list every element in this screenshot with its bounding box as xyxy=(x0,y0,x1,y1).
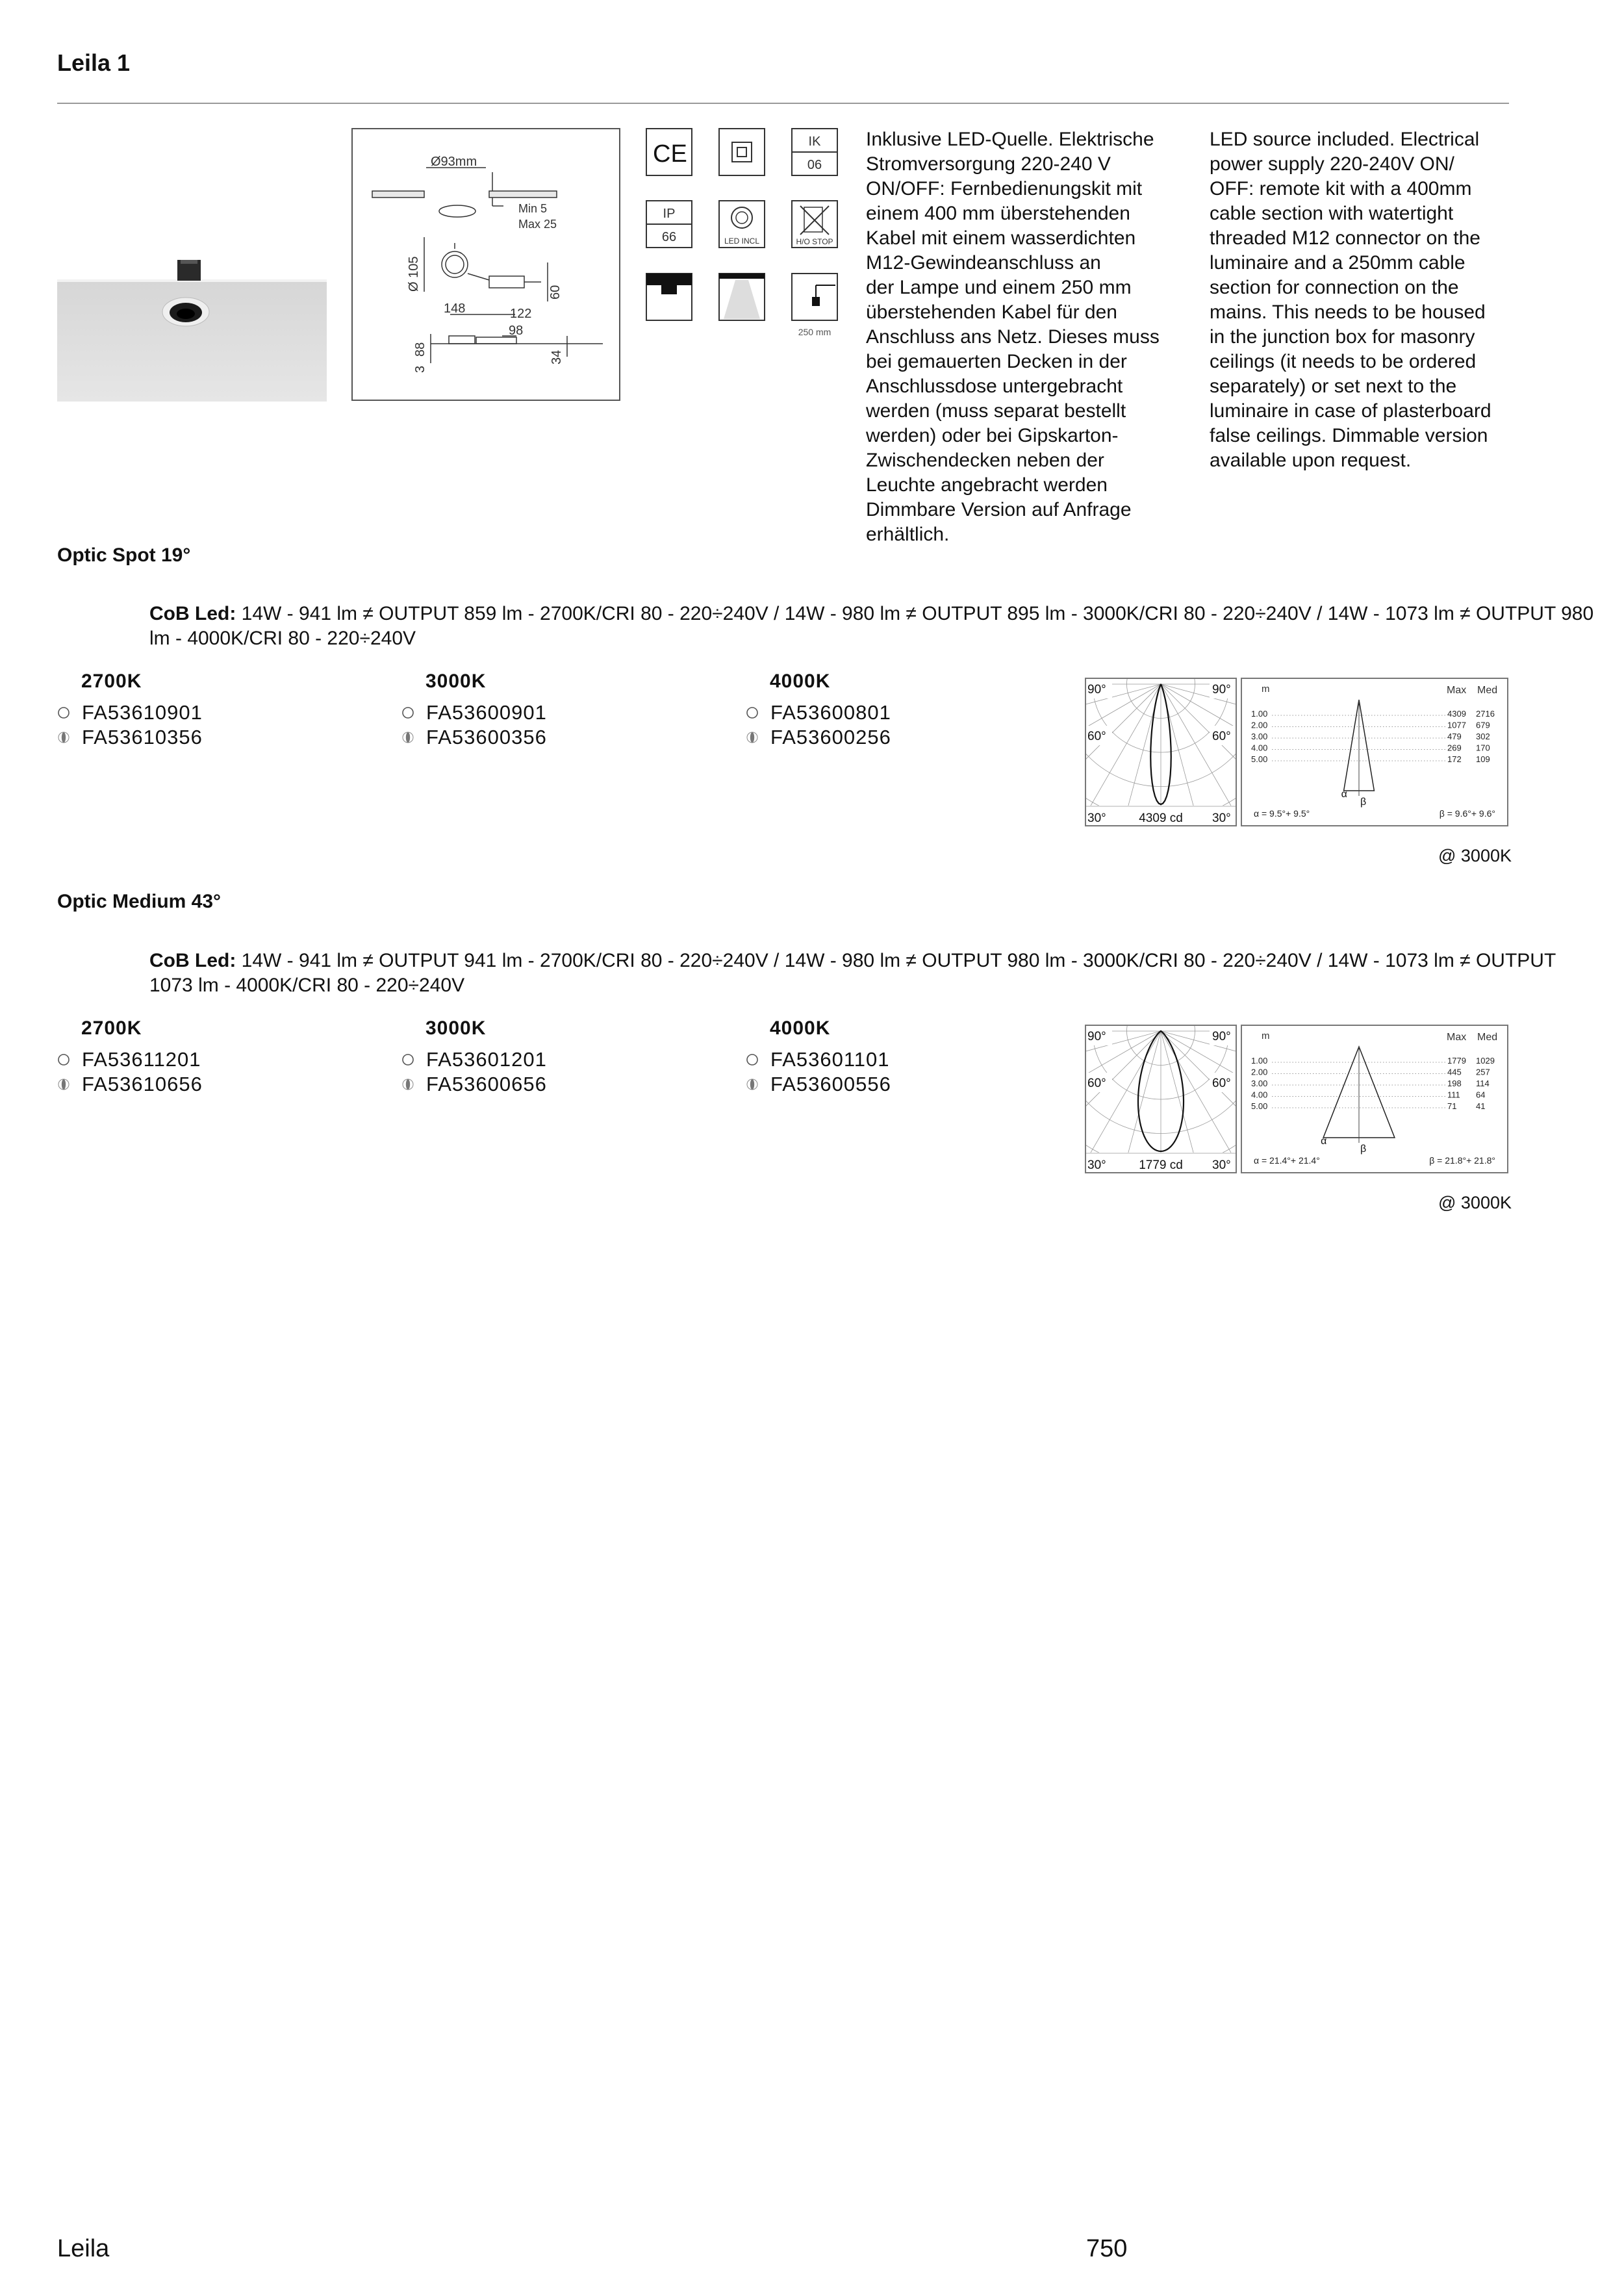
angle-label: 30° xyxy=(1212,811,1231,825)
white-finish-icon xyxy=(57,706,70,719)
optic-medium-title: Optic Medium 43° xyxy=(57,891,222,912)
temperature-label: 2700K xyxy=(81,671,142,692)
svg-text:H/O STOP: H/O STOP xyxy=(796,237,833,246)
white-finish-icon xyxy=(746,1053,759,1066)
white-finish-icon xyxy=(57,1053,70,1066)
product-code-row xyxy=(746,1048,1084,1071)
dim-98: 98 xyxy=(509,324,524,338)
svg-text:06: 06 xyxy=(807,158,822,172)
optic-medium-cob xyxy=(149,949,1598,998)
ho-stop-icon xyxy=(792,201,837,248)
medium-column-3000k xyxy=(401,1017,739,1093)
cone-med-value: 170 xyxy=(1476,743,1490,753)
polar-grid-spoke xyxy=(1086,1031,1161,1172)
dim-105: Ø 105 xyxy=(407,256,421,292)
cone-max-value: 4309 xyxy=(1447,709,1466,719)
max-intensity-label: 1779 cd xyxy=(1139,1158,1183,1172)
svg-text:66: 66 xyxy=(661,230,677,244)
illuminance-cone-chart xyxy=(1242,679,1507,825)
svg-text:LED INCL: LED INCL xyxy=(724,236,760,246)
cone-med-value: 679 xyxy=(1476,720,1490,730)
white-finish-icon xyxy=(401,706,414,719)
dim-122: 122 xyxy=(510,307,532,321)
measurement-note: @ 3000K xyxy=(1438,1193,1512,1212)
max-header: Max xyxy=(1447,1032,1467,1043)
cone-max-value: 1779 xyxy=(1447,1056,1466,1066)
product-code: FA53601201 xyxy=(426,1048,547,1071)
angle-label: 90° xyxy=(1212,1030,1231,1043)
bicolor-finish-icon xyxy=(57,1078,70,1091)
cone-distance: 5.00 xyxy=(1251,1101,1268,1111)
cone-med-value: 109 xyxy=(1476,754,1490,764)
alpha-angle-text: α = 9.5°+ 9.5° xyxy=(1254,808,1310,819)
header-divider xyxy=(57,103,1509,104)
cone-med-value: 41 xyxy=(1476,1101,1486,1111)
cone-med-value: 257 xyxy=(1476,1067,1490,1077)
product-code-row xyxy=(401,1073,739,1095)
max-header: Max xyxy=(1447,685,1467,696)
polar-grid-spoke xyxy=(1161,684,1236,810)
product-code: FA53600556 xyxy=(770,1073,891,1095)
recessed-icon xyxy=(646,274,692,320)
class-ii-icon xyxy=(719,129,765,175)
product-code: FA53610901 xyxy=(82,701,203,724)
cone-distance: 3.00 xyxy=(1251,732,1268,741)
cone-distance: 4.00 xyxy=(1251,1090,1268,1100)
angle-label: 60° xyxy=(1212,730,1231,743)
cone-distance: 4.00 xyxy=(1251,743,1268,753)
polar-curve-chart xyxy=(1086,1026,1236,1172)
bicolor-finish-icon xyxy=(746,731,759,744)
cone-data-row xyxy=(1251,1079,1490,1088)
light-beam-icon xyxy=(719,274,765,320)
measurement-note: @ 3000K xyxy=(1438,846,1512,865)
bicolor-finish-icon xyxy=(57,731,70,744)
product-code-row xyxy=(401,1048,739,1071)
max-intensity-label: 4309 cd xyxy=(1139,811,1183,825)
dim-min: Min 5 xyxy=(518,202,548,215)
angle-label: 90° xyxy=(1212,683,1231,696)
cone-max-value: 71 xyxy=(1447,1101,1457,1111)
angle-label: 60° xyxy=(1212,1077,1231,1090)
product-code-row xyxy=(57,1073,395,1095)
svg-text:CE: CE xyxy=(653,140,687,168)
cone-max-value: 111 xyxy=(1447,1090,1460,1100)
cone-distance: 3.00 xyxy=(1251,1079,1268,1088)
cone-med-value: 64 xyxy=(1476,1090,1486,1100)
angle-label: 90° xyxy=(1087,683,1106,696)
product-code: FA53600256 xyxy=(770,726,891,748)
cone-data-row xyxy=(1251,721,1490,730)
medium-column-2700k xyxy=(57,1017,395,1093)
polar-grid-spoke xyxy=(1161,1031,1236,1172)
distance-unit: m xyxy=(1262,1030,1270,1041)
beta-symbol: β xyxy=(1360,797,1367,808)
polar-curve-chart xyxy=(1086,679,1236,825)
spot-column-4000k xyxy=(746,671,1084,746)
spot-column-3000k xyxy=(401,671,739,746)
white-finish-icon xyxy=(401,1053,414,1066)
cone-data-row xyxy=(1251,732,1490,741)
footer-product-name: Leila xyxy=(57,2235,110,2262)
angle-label: 90° xyxy=(1087,1030,1106,1043)
cone-max-value: 172 xyxy=(1447,754,1462,764)
polar-diagram-medium xyxy=(1085,1025,1237,1173)
white-finish-icon xyxy=(746,706,759,719)
cone-med-value: 2716 xyxy=(1476,709,1495,719)
cone-data-row xyxy=(1251,1101,1485,1111)
product-code: FA53601101 xyxy=(770,1048,890,1071)
spot-column-2700k xyxy=(57,671,395,746)
angle-label: 60° xyxy=(1087,1077,1106,1090)
cone-med-value: 1029 xyxy=(1476,1056,1495,1066)
polar-grid-spoke xyxy=(1161,684,1207,825)
cone-diagram-spot xyxy=(1241,678,1508,826)
temperature-label: 4000K xyxy=(770,1017,831,1039)
cob-text: 14W - 941 lm ≠ OUTPUT 859 lm - 2700K/CRI 80 - 220÷240V / 14W - 980 lm ≠ OUTPUT 895 lm - 3000K/CRI 80 - 220÷240V / 14W - 1073 lm ≠ OUTPUT 980 lm - 4000K/CRI 80 - 220÷240V xyxy=(149,603,1594,649)
temperature-label: 3000K xyxy=(425,671,487,692)
beta-angle-text: β = 9.6°+ 9.6° xyxy=(1439,808,1495,819)
ik-rating-icon xyxy=(792,129,837,175)
polar-grid-spoke xyxy=(1086,1031,1161,1156)
cone-distance: 2.00 xyxy=(1251,1067,1268,1077)
product-code-row xyxy=(746,726,1084,748)
product-code-row xyxy=(401,726,739,748)
dim-88: 88 xyxy=(413,342,427,357)
cone-med-value: 302 xyxy=(1476,732,1490,741)
product-code: FA53611201 xyxy=(82,1048,201,1071)
cone-data-row xyxy=(1251,1090,1485,1100)
product-code-row xyxy=(746,701,1084,724)
polar-grid-spoke xyxy=(1115,684,1161,825)
alpha-angle-text: α = 21.4°+ 21.4° xyxy=(1254,1155,1320,1166)
med-header: Med xyxy=(1477,1032,1498,1043)
cable-length-icon xyxy=(792,274,837,337)
bicolor-finish-icon xyxy=(401,731,414,744)
certification-icons xyxy=(646,128,841,349)
description-de: Inklusive LED-Quelle. Elektrische Stromversorgung 220-240 V ON/OFF: Fernbedienungskit mit einem 400 mm überstehenden Kabel mit einem wasserdichten M12-Gewindeanschluss an der Lampe und einem 250 mm überstehenden Kabel für den Anschluss ans Netz. Dieses muss bei gemauerten Decken in der Anschlussdose untergebracht werden (muss separat bestellt werden) oder bei Gipskarton- Zwischendecken neben der Leuchte angebracht werden Dimmbare Version auf Anfrage erhältlich. xyxy=(866,129,1160,545)
ce-icon xyxy=(646,129,692,175)
illuminance-cone-chart xyxy=(1242,1026,1507,1172)
polar-grid-spoke xyxy=(1086,684,1161,810)
product-code: FA53600801 xyxy=(770,701,891,724)
cone-data-row xyxy=(1251,754,1490,764)
med-header: Med xyxy=(1477,685,1498,696)
dim-3: 3 xyxy=(413,365,427,373)
product-code: FA53610356 xyxy=(82,726,203,748)
svg-text:250 mm: 250 mm xyxy=(798,327,831,337)
alpha-symbol: α xyxy=(1341,789,1347,800)
cone-distance: 1.00 xyxy=(1251,1056,1268,1066)
dimension-drawing xyxy=(353,129,619,400)
dim-diameter: Ø93mm xyxy=(431,155,477,169)
cone-distance: 5.00 xyxy=(1251,754,1268,764)
product-code-row xyxy=(746,1073,1084,1095)
bicolor-finish-icon xyxy=(401,1078,414,1091)
angle-label: 30° xyxy=(1087,1158,1106,1172)
cone-max-value: 198 xyxy=(1447,1079,1462,1088)
cone-max-value: 479 xyxy=(1447,732,1462,741)
angle-label: 60° xyxy=(1087,730,1106,743)
cone-data-row xyxy=(1251,743,1490,753)
polar-grid-spoke xyxy=(1161,684,1236,825)
polar-grid-spoke xyxy=(1161,1031,1236,1156)
product-code-row xyxy=(401,701,739,724)
page-number: 750 xyxy=(1086,2235,1128,2262)
svg-text:IP: IP xyxy=(663,207,676,221)
optic-spot-cob xyxy=(149,602,1598,651)
cone-max-value: 1077 xyxy=(1447,720,1466,730)
cob-text: 14W - 941 lm ≠ OUTPUT 941 lm - 2700K/CRI 80 - 220÷240V / 14W - 980 lm ≠ OUTPUT 980 lm - 3000K/CRI 80 - 220÷240V / 14W - 1073 lm ≠ OUTPUT 1073 lm - 4000K/CRI 80 - 220÷240V xyxy=(149,950,1556,996)
ip-rating-icon xyxy=(646,201,692,248)
cone-med-value: 114 xyxy=(1476,1079,1490,1088)
bicolor-finish-icon xyxy=(746,1078,759,1091)
optic-spot-title: Optic Spot 19° xyxy=(57,544,191,566)
beta-symbol: β xyxy=(1360,1143,1367,1155)
product-code-row xyxy=(57,726,395,748)
polar-grid-spoke xyxy=(1086,684,1161,825)
dim-max: Max 25 xyxy=(518,218,557,231)
cone-diagram-medium xyxy=(1241,1025,1508,1173)
cob-label: CoB Led: xyxy=(149,603,236,624)
product-code: FA53600656 xyxy=(426,1073,547,1095)
cone-max-value: 445 xyxy=(1447,1067,1462,1077)
beta-angle-text: β = 21.8°+ 21.8° xyxy=(1429,1155,1495,1166)
led-included-icon xyxy=(719,201,765,248)
distance-unit: m xyxy=(1262,683,1270,695)
product-photo xyxy=(57,260,327,402)
cone-max-value: 269 xyxy=(1447,743,1462,753)
description-en: LED source included. Electrical power supply 220-240V ON/ OFF: remote kit with a 400mm cable section with watertight threaded M12 connector on the luminaire and a 250mm cable section for connection on the mains. This needs to be housed in the junction box for masonry ceilings (it needs to be ordered separately) or set next to the luminaire in case of plasterboard false ceilings. Dimmable version available upon request. xyxy=(1210,129,1491,471)
dim-60: 60 xyxy=(548,285,563,300)
temperature-label: 4000K xyxy=(770,671,831,692)
dim-34: 34 xyxy=(550,350,564,364)
polar-diagram-spot xyxy=(1085,678,1237,826)
product-code: FA53610656 xyxy=(82,1073,203,1095)
alpha-symbol: α xyxy=(1321,1136,1327,1147)
product-code-row xyxy=(57,701,395,724)
product-code: FA53600901 xyxy=(426,701,547,724)
page-title: Leila 1 xyxy=(57,49,131,76)
product-code-row xyxy=(57,1048,395,1071)
dim-148: 148 xyxy=(444,301,466,316)
technical-drawing xyxy=(351,128,620,401)
cone-data-row xyxy=(1251,709,1495,719)
temperature-label: 2700K xyxy=(81,1017,142,1039)
svg-text:IK: IK xyxy=(808,134,821,149)
product-code: FA53600356 xyxy=(426,726,547,748)
cone-data-row xyxy=(1251,1056,1495,1066)
angle-label: 30° xyxy=(1087,811,1106,825)
temperature-label: 3000K xyxy=(425,1017,487,1039)
cone-distance: 1.00 xyxy=(1251,709,1268,719)
cone-distance: 2.00 xyxy=(1251,720,1268,730)
cob-label: CoB Led: xyxy=(149,950,236,971)
medium-column-4000k xyxy=(746,1017,1084,1093)
angle-label: 30° xyxy=(1212,1158,1231,1172)
